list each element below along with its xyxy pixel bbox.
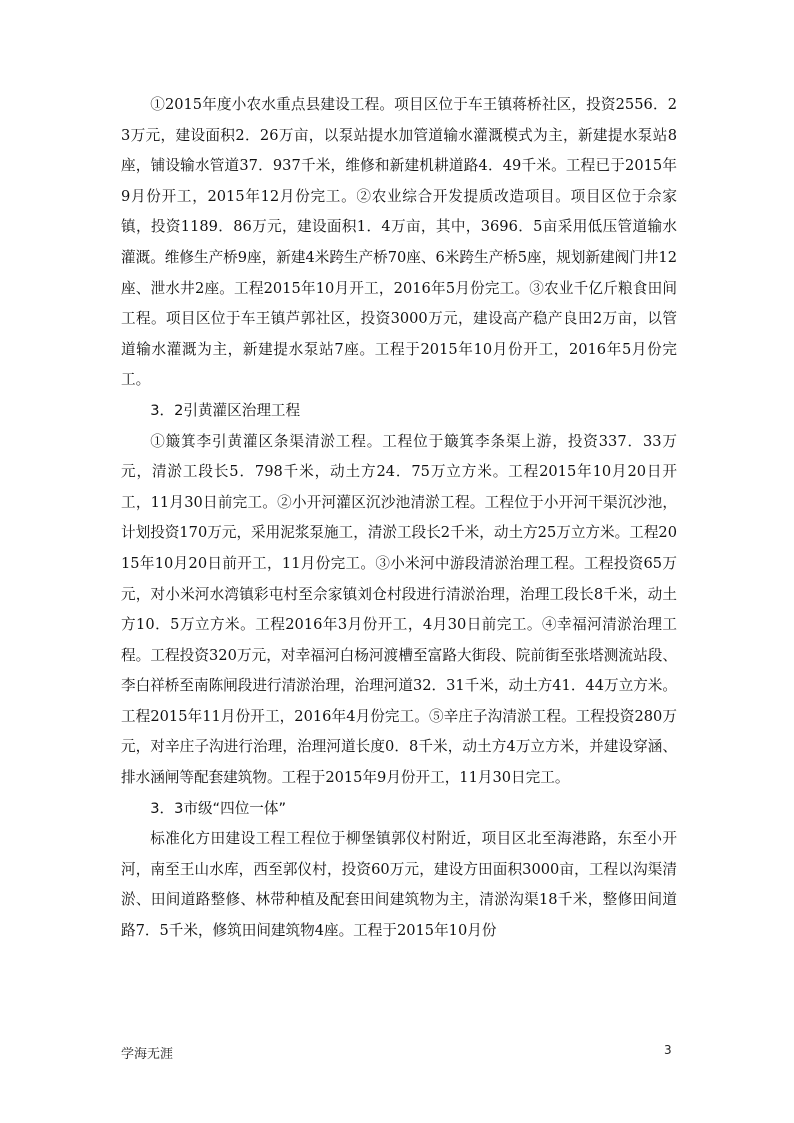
page-number: 3: [664, 1043, 672, 1057]
document-body: [121, 90, 677, 947]
paragraph-standard-field-project: 标准化方田建设工程工程位于柳堡镇郭仪村附近，项目区北至海港路，东至小开河，南至王山水库，西至郭仪村，投资60万元，建设方田面积3000亩，工程以沟渠清淤、田间道路整修、林带种植及配套田间建筑物为主，清淤沟渠18千米，整修田间道路7．5千米，修筑田间建筑物4座。工程于2015年10月份: [121, 830, 677, 940]
footer-text: 学海无涯: [121, 1047, 174, 1062]
paragraph-farmland-projects: ①2015年度小农水重点县建设工程。项目区位于车王镇蒋桥社区，投资2556．23万元，建设面积2．26万亩，以泵站提水加管道输水灌溉模式为主，新建提水泵站8座，铺设输水管道37．937千米，维修和新建机耕道路4．49千米。工程已于2015年9月份开工，2015年12月份完工。②农业综合开发提质改造项目。项目区位于佘家镇，投资1189．86万元，建设面积1．4万亩，其中，3696．5亩采用低压管道输水灌溉。维修生产桥9座，新建4米跨生产桥70座、6米跨生产桥5座，规划新建阀门井12座、泄水井2座。工程2015年10月开工，2016年5月份完工。③农业千亿斤粮食田间工程。项目区位于车王镇芦郭社区，投资3000万元，建设高产稳产良田2万亩，以管道输水灌溉为主，新建提水泵站7座。工程于2015年10月份开工，2016年5月份完工。: [121, 96, 677, 389]
paragraph-irrigation-district-projects: ①簸箕李引黄灌区条渠清淤工程。工程位于簸箕李条渠上游，投资337．33万元，清淤工段长5．798千米，动土方24．75万立方米。工程2015年10月20日开工，11月30日前完工。②小开河灌区沉沙池清淤工程。工程位于小开河干渠沉沙池，计划投资170万元，采用泥浆泵施工，清淤工段长2千米，动土方25万立方米。工程2015年10月20日前开工，11月份完工。③小米河中游段清淤治理工程。工程投资65万元，对小米河水湾镇彩屯村至佘家镇刘仓村段进行清淤治理，治理工段长8千米，动土方10．5万立方米。工程2016年3月份开工，4月30日前完工。④幸福河清淤治理工程。工程投资320万元，对幸福河白杨河渡槽至富路大街段、院前街至张塔测流站段、李白祥桥至南陈闸段进行清淤治理，治理河道32．31千米，动土方41．44万立方米。工程2015年11月份开工，2016年4月份完工。⑤辛庄子沟清淤工程。工程投资280万元，对辛庄子沟进行治理，治理河道长度0．8千米，动土方4万立方米，并建设穿涵、排水涵闸等配套建筑物。工程于2015年9月份开工，11月30日完工。: [121, 432, 677, 787]
section-heading-3-3: 3．3市级“四位一体”: [150, 799, 287, 817]
section-heading-3-2: 3．2引黄灌区治理工程: [150, 401, 301, 419]
